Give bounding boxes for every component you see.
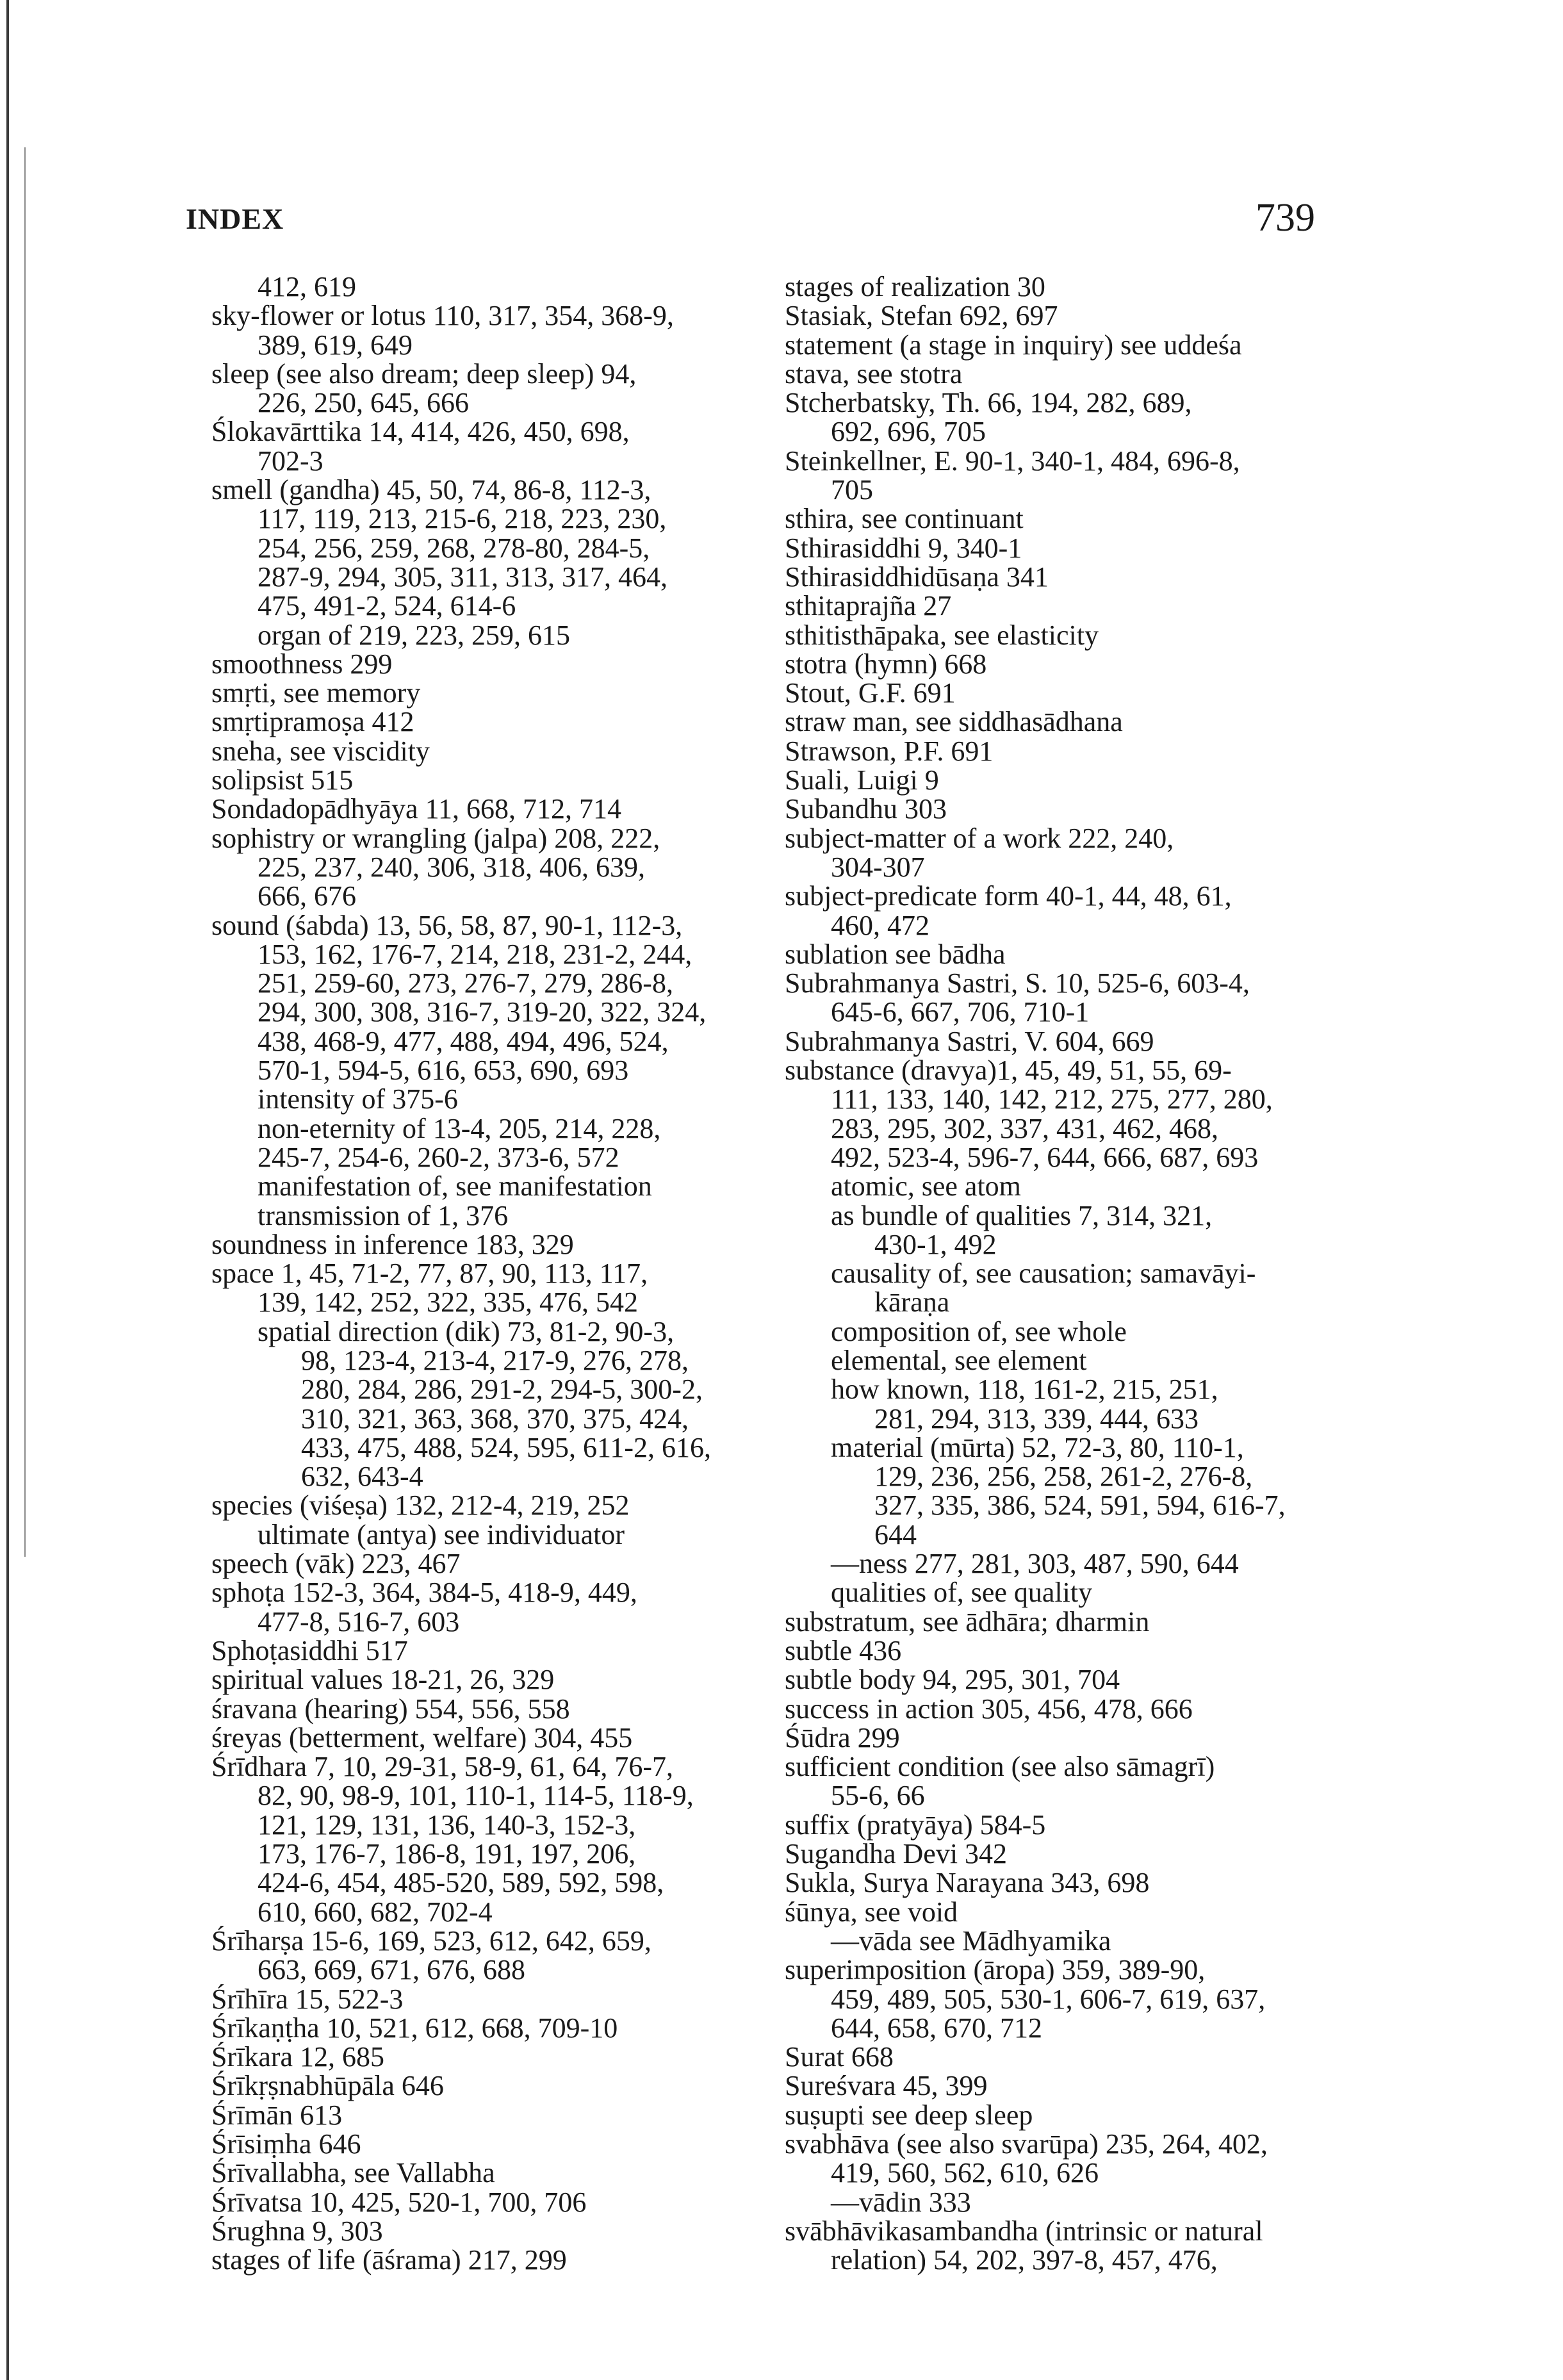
index-entry-line: 644 [874, 1518, 917, 1550]
index-entry-line: sophistry or wrangling (jalpa) 208, 222, [211, 822, 660, 854]
index-entry-line: suffix (pratyāya) 584-5 [785, 1809, 1046, 1841]
index-entry-line: Surat 668 [785, 2041, 894, 2073]
index-entry-line: manifestation of, see manifestation [258, 1170, 652, 1202]
index-entry-line: subject-predicate form 40-1, 44, 48, 61, [785, 880, 1232, 912]
index-entry-line: statement (a stage in inquiry) see uddeśa [785, 329, 1242, 361]
index-entry-line: 294, 300, 308, 316-7, 319-20, 322, 324, [258, 996, 707, 1028]
index-entry-line: 475, 491-2, 524, 614-6 [258, 590, 516, 622]
index-entry-line: 251, 259-60, 273, 276-7, 279, 286-8, [258, 967, 673, 999]
index-entry-line: 702-3 [258, 445, 323, 477]
index-entry-line: Sureśvara 45, 399 [785, 2070, 988, 2102]
index-entry-line: 153, 162, 176-7, 214, 218, 231-2, 244, [258, 938, 692, 970]
index-entry-line: Śrīkara 12, 685 [211, 2041, 385, 2073]
index-entry-line: sthitaprajña 27 [785, 590, 952, 622]
index-entry-line: 644, 658, 670, 712 [831, 2012, 1042, 2044]
index-entry-line: —vāda see Mādhyamika [831, 1925, 1111, 1957]
index-entry-line: 281, 294, 313, 339, 444, 633 [874, 1402, 1199, 1434]
index-entry-line: svābhāvikasambandha (intrinsic or natural [785, 2215, 1263, 2247]
index-entry-line: Śrīvatsa 10, 425, 520-1, 700, 706 [211, 2186, 587, 2218]
index-entry-line: —vādin 333 [831, 2186, 971, 2218]
index-entry-line: 139, 142, 252, 322, 335, 476, 542 [258, 1286, 638, 1318]
index-entry-line: transmission of 1, 376 [258, 1199, 509, 1231]
index-entry-line: Śūdra 299 [785, 1721, 900, 1753]
index-entry-line: Śrīdhara 7, 10, 29-31, 58-9, 61, 64, 76-7, [211, 1751, 674, 1783]
index-entry-line: sleep (see also dream; deep sleep) 94, [211, 357, 637, 390]
index-entry-line: 129, 236, 256, 258, 261-2, 276-8, [874, 1461, 1253, 1493]
index-entry-line: kāraṇa [874, 1286, 950, 1318]
index-entry-line: Sthirasiddhi 9, 340-1 [785, 532, 1022, 564]
index-entry-line: 121, 129, 131, 136, 140-3, 152-3, [258, 1809, 636, 1841]
index-entry-line: 225, 237, 240, 306, 318, 406, 639, [258, 851, 645, 883]
index-entry-line: sufficient condition (see also sāmagrī) [785, 1751, 1215, 1783]
index-entry-line: smṛti, see memory [211, 677, 421, 709]
index-entry-line: stages of realization 30 [785, 271, 1045, 302]
index-entry-line: Stasiak, Stefan 692, 697 [785, 300, 1058, 332]
index-entry-line: intensity of 375-6 [258, 1083, 458, 1115]
index-entry-line: 226, 250, 645, 666 [258, 387, 469, 419]
index-entry-line: 459, 489, 505, 530-1, 606-7, 619, 637, [831, 1983, 1266, 2015]
index-entry-line: Steinkellner, E. 90-1, 340-1, 484, 696-8, [785, 445, 1240, 477]
index-entry-line: 412, 619 [258, 271, 356, 302]
index-column-right [785, 272, 1348, 2274]
index-entry-line: 82, 90, 98-9, 101, 110-1, 114-5, 118-9, [258, 1780, 694, 1812]
index-entry-line: species (viśeṣa) 132, 212-4, 219, 252 [211, 1490, 630, 1522]
index-entry-line: Strawson, P.F. 691 [785, 735, 994, 767]
index-entry-line: 55-6, 66 [831, 1780, 925, 1812]
index-entry-line: sthitisthāpaka, see elasticity [785, 619, 1099, 651]
index-entry-line: Subrahmanya Sastri, S. 10, 525-6, 603-4, [785, 967, 1250, 999]
index-entry-line: organ of 219, 223, 259, 615 [258, 619, 571, 651]
index-entry-line: 692, 696, 705 [831, 416, 986, 448]
index-entry-line: Stcherbatsky, Th. 66, 194, 282, 689, [785, 387, 1192, 419]
index-entry-line: Śrīmān 613 [211, 2099, 343, 2131]
index-entry-line: 492, 523-4, 596-7, 644, 666, 687, 693 [831, 1141, 1259, 1173]
index-entry-line: elemental, see element [831, 1344, 1087, 1376]
index-entry-line: 304-307 [831, 851, 925, 883]
index-entry-line: 632, 643-4 [301, 1461, 423, 1493]
index-entry-line: Subrahmanya Sastri, V. 604, 669 [785, 1025, 1154, 1057]
index-entry-line: 663, 669, 671, 676, 688 [258, 1954, 525, 1986]
index-entry-line: qualities of, see quality [831, 1577, 1093, 1609]
index-entry-line: 98, 123-4, 213-4, 217-9, 276, 278, [301, 1344, 689, 1376]
index-entry-line: svabhāva (see also svarūpa) 235, 264, 402, [785, 2128, 1268, 2160]
index-entry-line: stotra (hymn) 668 [785, 648, 987, 680]
index-entry-line: 438, 468-9, 477, 488, 494, 496, 524, [258, 1025, 669, 1057]
index-column-left [211, 272, 775, 2274]
index-entry-line: ultimate (antya) see individuator [258, 1518, 625, 1550]
index-entry-line: sphoṭa 152-3, 364, 384-5, 418-9, 449, [211, 1577, 637, 1609]
index-entry-line: smoothness 299 [211, 648, 393, 680]
index-entry-line: 666, 676 [258, 880, 356, 912]
index-entry-line: 424-6, 454, 485-520, 589, 592, 598, [258, 1867, 664, 1899]
index-entry-line: substance (dravya)1, 45, 49, 51, 55, 69- [785, 1055, 1232, 1087]
page-scan-line [24, 147, 26, 1557]
index-entry-line: atomic, see atom [831, 1170, 1021, 1202]
index-entry-line: 610, 660, 682, 702-4 [258, 1896, 493, 1928]
index-entry-line: Stout, G.F. 691 [785, 677, 956, 709]
index-entry-line: speech (vāk) 223, 467 [211, 1548, 461, 1580]
index-entry-line: 287-9, 294, 305, 311, 313, 317, 464, [258, 561, 668, 593]
index-entry-line: Śrīharṣa 15-6, 169, 523, 612, 642, 659, [211, 1925, 651, 1957]
page-number: 739 [1256, 196, 1315, 240]
index-entry-line: 460, 472 [831, 909, 929, 941]
index-entry-line: 173, 176-7, 186-8, 191, 197, 206, [258, 1838, 636, 1870]
index-entry-line: soundness in inference 183, 329 [211, 1228, 574, 1260]
index-entry-line: 570-1, 594-5, 616, 653, 690, 693 [258, 1055, 629, 1087]
index-entry-line: Śrīvallabha, see Vallabha [211, 2157, 495, 2189]
index-entry-line: sublation see bādha [785, 938, 1006, 970]
index-entry-line: —ness 277, 281, 303, 487, 590, 644 [831, 1548, 1239, 1580]
index-entry-line: 327, 335, 386, 524, 591, 594, 616-7, [874, 1490, 1286, 1522]
index-entry-line: composition of, see whole [831, 1315, 1127, 1347]
index-entry-line: 477-8, 516-7, 603 [258, 1605, 460, 1637]
index-entry-line: Suali, Luigi 9 [785, 764, 939, 796]
running-header-title: INDEX [186, 202, 284, 235]
index-entry-line: superimposition (āropa) 359, 389-90, [785, 1954, 1206, 1986]
index-entry-line: Sphoṭasiddhi 517 [211, 1634, 408, 1666]
index-entry-line: Śrughna 9, 303 [211, 2215, 383, 2247]
index-entry-line: Śrīhīra 15, 522-3 [211, 1983, 404, 2015]
index-entry-line: subtle 436 [785, 1634, 902, 1666]
index-entry-line: Sondadopādhyāya 11, 668, 712, 714 [211, 793, 621, 825]
index-entry-line: spatial direction (dik) 73, 81-2, 90-3, [258, 1315, 675, 1347]
index-entry-line: stages of life (āśrama) 217, 299 [211, 2244, 567, 2276]
index-entry-line: space 1, 45, 71-2, 77, 87, 90, 113, 117, [211, 1258, 648, 1290]
index-entry-line: 419, 560, 562, 610, 626 [831, 2157, 1099, 2189]
index-entry-line: suṣupti see deep sleep [785, 2099, 1033, 2131]
index-entry-line: sneha, see viscidity [211, 735, 430, 767]
index-entry-line: Śrīkaṇṭha 10, 521, 612, 668, 709-10 [211, 2012, 618, 2044]
index-entry-line: 254, 256, 259, 268, 278-80, 284-5, [258, 532, 650, 564]
index-entry-line: 310, 321, 363, 368, 370, 375, 424, [301, 1402, 689, 1434]
index-entry-line: śreyas (betterment, welfare) 304, 455 [211, 1721, 633, 1753]
index-entry-line: 645-6, 667, 706, 710-1 [831, 996, 1090, 1028]
index-entry-line: sound (śabda) 13, 56, 58, 87, 90-1, 112-3, [211, 909, 683, 941]
index-entry-line: smell (gandha) 45, 50, 74, 86-8, 112-3, [211, 474, 651, 506]
index-entry-line: 117, 119, 213, 215-6, 218, 223, 230, [258, 503, 667, 535]
index-entry-line: 389, 619, 649 [258, 329, 413, 361]
index-entry-line: 111, 133, 140, 142, 212, 275, 277, 280, [831, 1083, 1273, 1115]
index-entry-line: subject-matter of a work 222, 240, [785, 822, 1174, 854]
index-entry-line: 430-1, 492 [874, 1228, 997, 1260]
index-entry-line: spiritual values 18-21, 26, 329 [211, 1664, 555, 1696]
index-entry-line: stava, see stotra [785, 357, 963, 390]
index-entry-line: solipsist 515 [211, 764, 354, 796]
index-entry-line: straw man, see siddhasādhana [785, 706, 1123, 738]
index-entry-line: sky-flower or lotus 110, 317, 354, 368-9, [211, 300, 674, 332]
index-entry-line: 283, 295, 302, 337, 431, 462, 468, [831, 1112, 1218, 1144]
index-entry-line: śūnya, see void [785, 1896, 958, 1928]
index-entry-line: how known, 118, 161-2, 215, 251, [831, 1374, 1218, 1406]
index-entry-line: causality of, see causation; samavāyi- [831, 1258, 1256, 1290]
index-entry-line: 433, 475, 488, 524, 595, 611-2, 616, [301, 1431, 712, 1463]
index-entry-line: Sthirasiddhidūsaṇa 341 [785, 561, 1049, 593]
index-entry-line: smṛtipramoṣa 412 [211, 706, 414, 738]
index-entry-line: as bundle of qualities 7, 314, 321, [831, 1199, 1213, 1231]
index-entry-line: 245-7, 254-6, 260-2, 373-6, 572 [258, 1141, 619, 1173]
index-entry-line: material (mūrta) 52, 72-3, 80, 110-1, [831, 1431, 1244, 1463]
index-entry-line: subtle body 94, 295, 301, 704 [785, 1664, 1120, 1696]
index-entry-line: Sukla, Surya Narayana 343, 698 [785, 1867, 1150, 1899]
index-entry-line: Ślokavārttika 14, 414, 426, 450, 698, [211, 416, 630, 448]
index-entry-line: sthira, see continuant [785, 503, 1024, 535]
index-entry-line: Subandhu 303 [785, 793, 947, 825]
index-entry-line: Śrīkṛṣnabhūpāla 646 [211, 2070, 444, 2102]
index-entry-line: substratum, see ādhāra; dharmin [785, 1605, 1150, 1637]
index-entry-line: success in action 305, 456, 478, 666 [785, 1693, 1193, 1725]
index-entry-line: Śrīsiṃha 646 [211, 2128, 361, 2160]
index-entry-line: Sugandha Devi 342 [785, 1838, 1008, 1870]
page-binding-edge [6, 0, 23, 2380]
index-entry-line: 280, 284, 286, 291-2, 294-5, 300-2, [301, 1374, 703, 1406]
index-entry-line: 705 [831, 474, 873, 506]
index-entry-line: śravana (hearing) 554, 556, 558 [211, 1693, 570, 1725]
index-entry-line: relation) 54, 202, 397-8, 457, 476, [831, 2244, 1218, 2276]
index-entry-line: non-eternity of 13-4, 205, 214, 228, [258, 1112, 661, 1144]
